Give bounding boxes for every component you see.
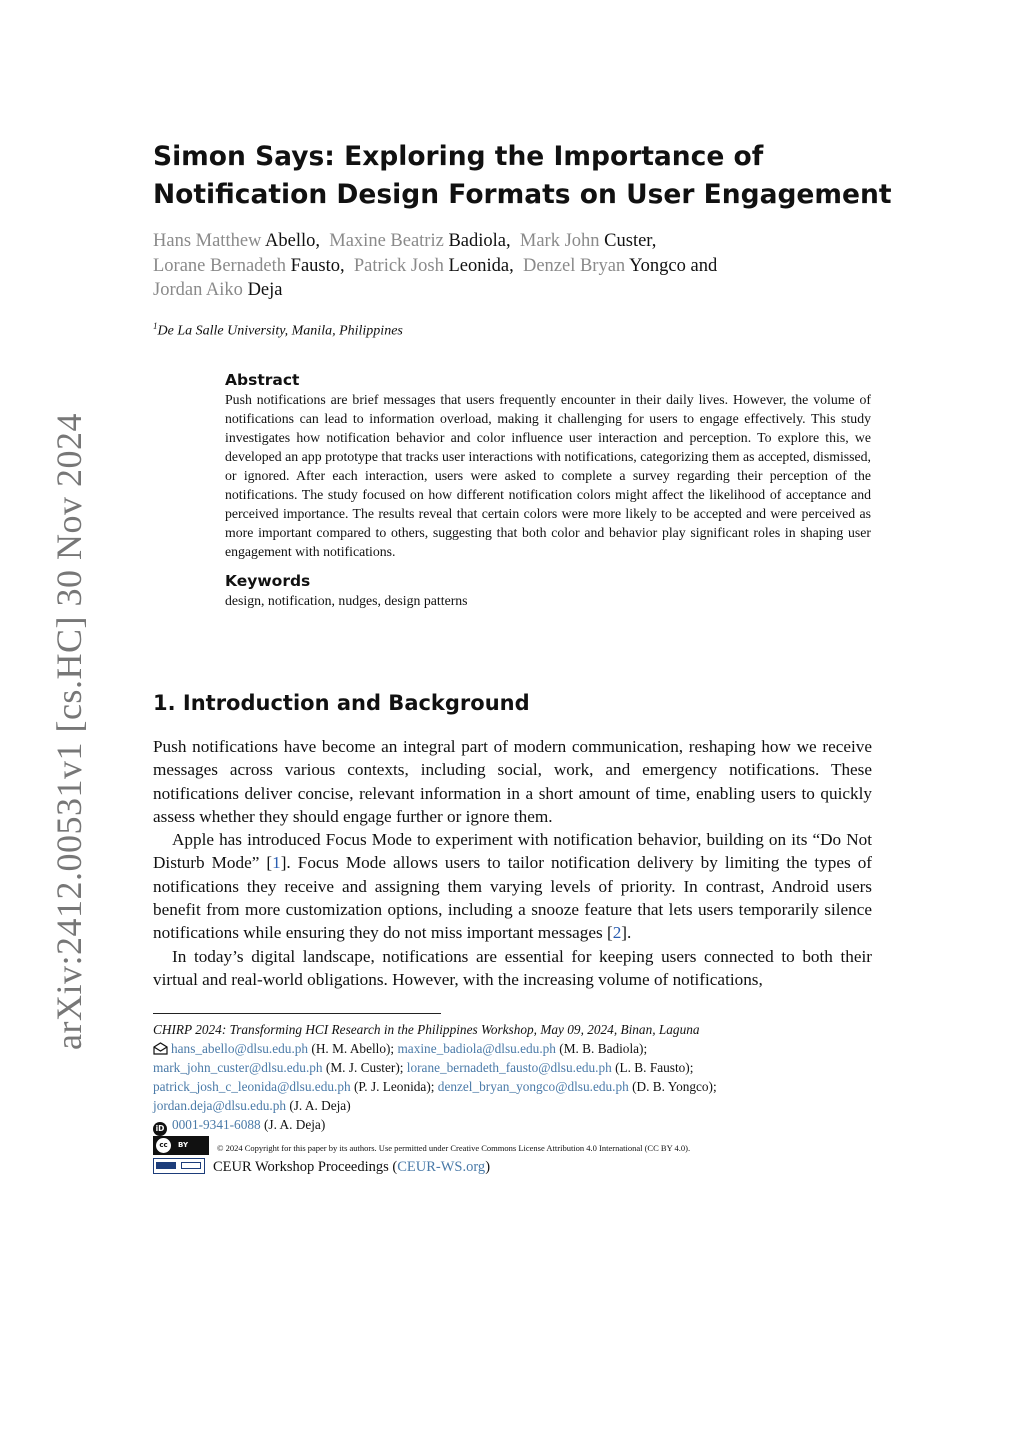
- ceur-logo-icon: [153, 1158, 205, 1174]
- author-4: Lorane Bernadeth Fausto,: [153, 255, 345, 276]
- author-2: Maxine Beatriz Badiola,: [329, 231, 511, 251]
- email-link[interactable]: lorane_bernadeth_fausto@dlsu.edu.ph: [406, 1060, 612, 1075]
- paragraph-2: Apple has introduced Focus Mode to experiment with notification behavior, building on its “Do Not Disturb Mode” [1]. Focus Mode allows users to tailor notification delivery by limiting the types of notifications they receive and assigning them varying levels of priority. In contrast, Android users benefit from more customization options, including a snooze feature that lets users temporarily silence notifications while ensuring they do not miss important messages [2].: [153, 830, 873, 943]
- paragraph-1: Push notifications have become an integral part of modern communication, reshaping how we receive messages across various contexts, including social, work, and emergency notifications. These notifications deliver concise, relevant information in a short amount of time, enabling users to quickly assess whether they should engage further or ignore them.: [153, 737, 872, 826]
- keywords-text: design, notification, nudges, design patterns: [225, 593, 468, 608]
- arxiv-stamp: arXiv:2412.00531v1 [cs.HC] 30 Nov 2024: [49, 413, 89, 1050]
- ceur-line: CEUR Workshop Proceedings (CEUR-WS.org): [153, 1158, 873, 1177]
- author-list: [153, 229, 873, 303]
- citation-1[interactable]: 1: [272, 853, 281, 873]
- email-link[interactable]: denzel_bryan_yongco@dlsu.edu.ph: [437, 1079, 629, 1094]
- orcid-icon: iD: [153, 1122, 167, 1136]
- orcid-link[interactable]: 0001-9341-6088: [172, 1117, 261, 1132]
- email-link[interactable]: jordan.deja@dlsu.edu.ph: [153, 1098, 286, 1113]
- section-heading: 1. Introduction and Background: [153, 691, 530, 715]
- email-link[interactable]: hans_abello@dlsu.edu.ph: [171, 1041, 309, 1056]
- affiliation: $^1$De La Salle University, Manila, Philippines: [153, 321, 403, 339]
- email-link[interactable]: mark_john_custer@dlsu.edu.ph: [153, 1060, 323, 1075]
- email-line-2: mark_john_custer@dlsu.edu.ph (M. J. Custer); lorane_bernadeth_fausto@dlsu.edu.ph (L. B. Fausto);: [153, 1060, 694, 1075]
- author-7: Jordan Aiko Deja: [153, 280, 283, 300]
- author-1: Hans Matthew Abello,: [153, 231, 321, 251]
- email-line-3: patrick_josh_c_leonida@dlsu.edu.ph (P. J. Leonida); denzel_bryan_yongco@dlsu.edu.ph (D. B. Yongco);: [153, 1079, 717, 1094]
- ceur-link[interactable]: CEUR-WS.org: [397, 1159, 486, 1175]
- paragraph-3: In today’s digital landscape, notifications are essential for keeping users connected to both their virtual and real-world obligations. However, with the increasing volume of notifications,: [153, 946, 872, 989]
- abstract-text: Push notifications are brief messages that users frequently encounter in their daily lives. However, the volume of notifications can lead to information overload, making it challenging for users to engage effectively. This study investigates how notification behavior and color influence user interaction and perception. To explore this, we developed an app prototype that tracks user interactions with notifications, categorizing them as accepted, dismissed, or ignored. After each interaction, users were asked to complete a survey regarding their perception of the notifications. The study focused on how different notification colors might affect the likelihood of acceptance and perceived importance. The results reveal that certain colors were more likely to be accepted and were perceived as more important compared to others, suggesting that both color and behavior play significant roles in shaping user engagement with notifications.: [225, 392, 871, 559]
- email-line-1: hans_abello@dlsu.edu.ph (H. M. Abello); maxine_badiola@dlsu.edu.ph (M. B. Badiola);: [153, 1039, 873, 1058]
- keywords-heading: Keywords: [225, 572, 311, 590]
- email-line-4: jordan.deja@dlsu.edu.ph (J. A. Deja): [153, 1098, 351, 1113]
- envelope-icon: [153, 1042, 168, 1055]
- author-6: Denzel Bryan Yongco and: [522, 255, 718, 276]
- cc-by-license-icon: cc BY: [153, 1136, 209, 1155]
- footnote-divider: [153, 1013, 441, 1014]
- abstract-section: [225, 370, 871, 610]
- footnotes: [153, 1020, 873, 1177]
- venue-note: CHIRP 2024: Transforming HCI Research in the Philippines Workshop, May 09, 2024, Binan, Laguna: [153, 1022, 700, 1037]
- author-5: Patrick Josh Leonida,: [353, 255, 514, 276]
- orcid-line: iD 0001-9341-6088 (J. A. Deja): [153, 1115, 873, 1136]
- author-3: Mark John Custer,: [519, 231, 657, 251]
- body-text: [153, 735, 872, 991]
- license-line: [153, 1136, 873, 1158]
- license-text: © 2024 Copyright for this paper by its authors. Use permitted under Creative Commons License Attribution 4.0 International (CC BY 4.0).: [217, 1143, 691, 1153]
- abstract-heading: Abstract: [225, 371, 300, 389]
- email-link[interactable]: patrick_josh_c_leonida@dlsu.edu.ph: [153, 1079, 351, 1094]
- paper-title: Simon Says: Exploring the Importance of Notification Design Formats on User Engagement: [153, 141, 892, 210]
- citation-2[interactable]: 2: [612, 923, 622, 943]
- email-link[interactable]: maxine_badiola@dlsu.edu.ph: [397, 1041, 556, 1056]
